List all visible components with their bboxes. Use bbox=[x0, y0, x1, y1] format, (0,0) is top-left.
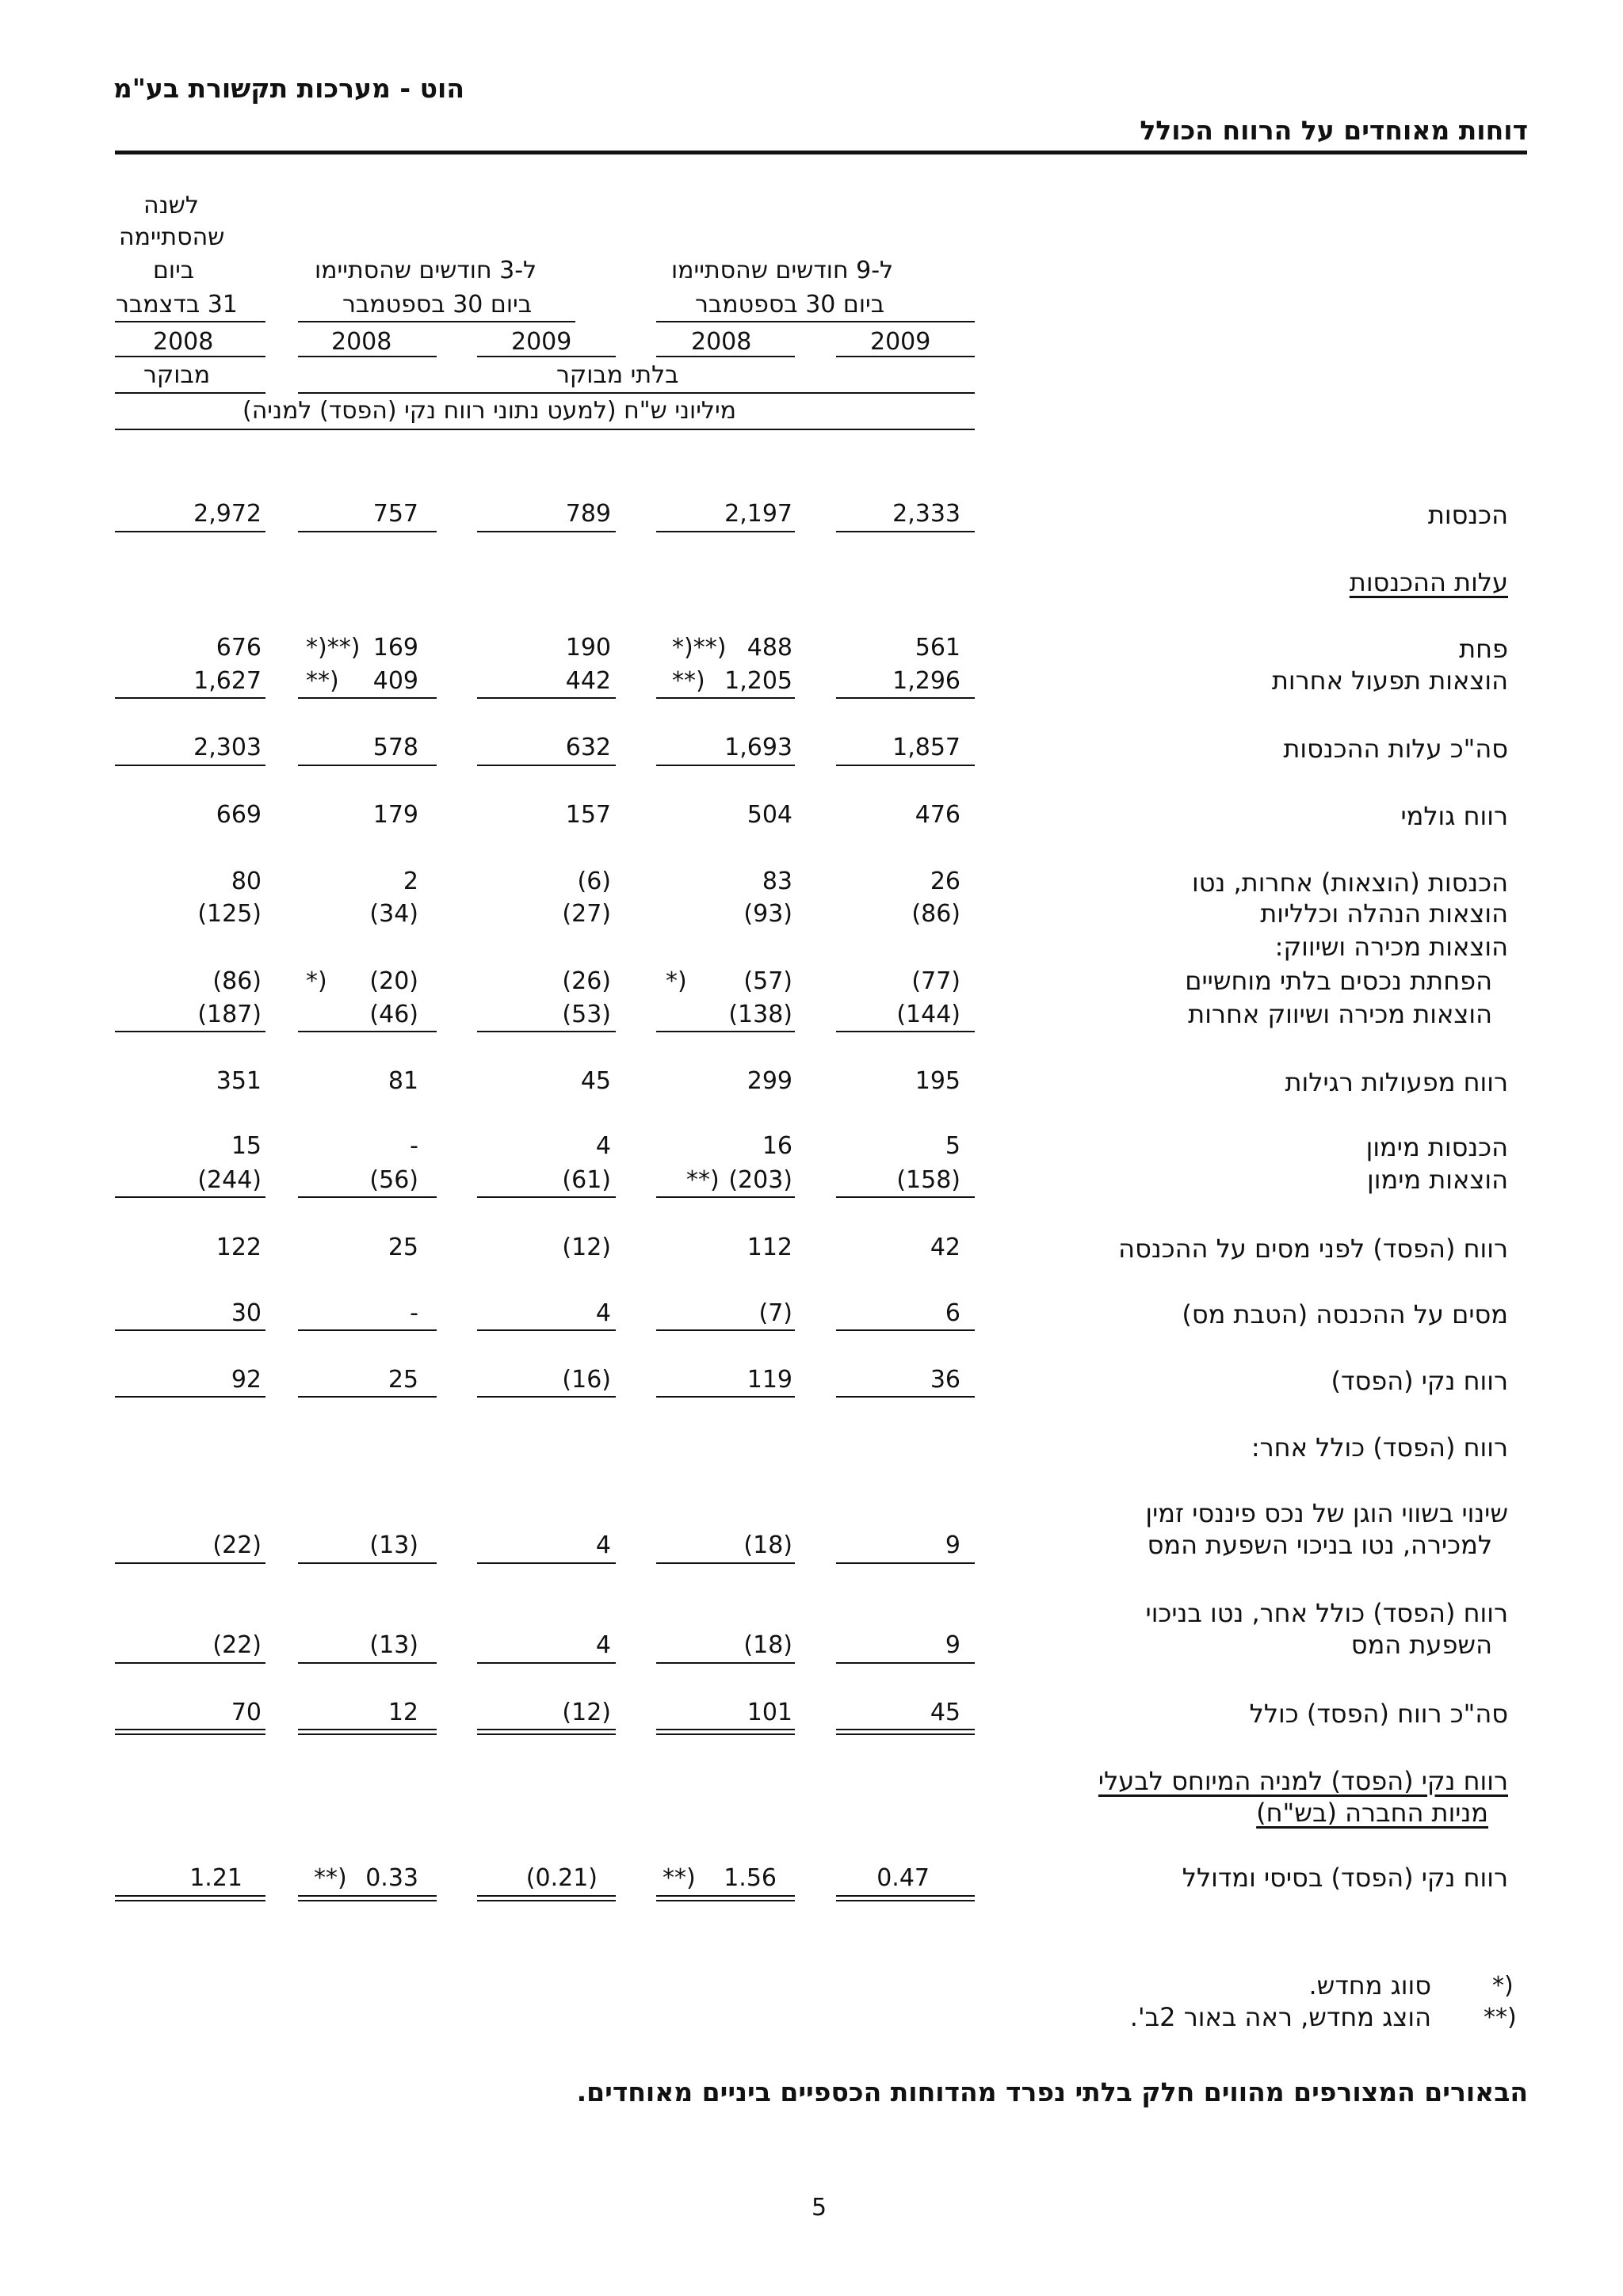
cell: (86) bbox=[911, 900, 960, 928]
row-label-fair-value-2: למכירה, נטו בניכוי השפעת המס bbox=[1147, 1530, 1492, 1560]
double-rule bbox=[656, 1895, 795, 1901]
cell: 632 bbox=[565, 734, 611, 761]
footnote-1-text: סווג מחדש. bbox=[1308, 1970, 1431, 2000]
cell: (46) bbox=[369, 1001, 418, 1028]
rule bbox=[115, 1396, 265, 1398]
cell: 157 bbox=[565, 801, 611, 829]
cell: 70 bbox=[231, 1699, 262, 1726]
cell: 578 bbox=[372, 734, 418, 761]
footnote-mark: **) bbox=[686, 1166, 720, 1194]
row-label-tax: מסים על ההכנסה (הטבת מס) bbox=[1182, 1299, 1508, 1329]
cell: - bbox=[410, 1132, 418, 1160]
double-rule bbox=[115, 1729, 265, 1735]
rule bbox=[836, 1562, 975, 1564]
cell: 42 bbox=[930, 1234, 960, 1261]
cell: 122 bbox=[216, 1234, 262, 1261]
nine-months-header-2: ביום 30 בספטמבר bbox=[695, 291, 885, 318]
footnote-2-text: הוצג מחדש, ראה באור 2ב'. bbox=[1129, 2002, 1431, 2032]
row-label-other-selling: הוצאות מכירה ושיווק אחרות bbox=[1188, 999, 1492, 1029]
cell: 25 bbox=[388, 1234, 418, 1261]
unaudited-label: בלתי מבוקר bbox=[556, 361, 679, 389]
footnote-mark: **) bbox=[663, 1864, 696, 1892]
cell: 16 bbox=[762, 1132, 792, 1160]
cell: 0.33 bbox=[365, 1864, 418, 1892]
rule bbox=[656, 697, 795, 699]
cell: 1.21 bbox=[189, 1864, 242, 1892]
year-label-9m-2008: 2008 bbox=[691, 328, 752, 356]
rule bbox=[656, 531, 795, 532]
cell: 45 bbox=[930, 1699, 960, 1726]
rule bbox=[115, 392, 265, 394]
row-label-finance-income: הכנסות מימון bbox=[1365, 1132, 1508, 1162]
footnote-2-mark: **) bbox=[1484, 2004, 1517, 2031]
cell: (22) bbox=[212, 1631, 262, 1659]
cell: 676 bbox=[216, 634, 262, 662]
footnote-mark: *) bbox=[306, 967, 327, 995]
row-label-operating-profit: רווח מפעולות רגילות bbox=[1285, 1067, 1508, 1097]
rule bbox=[836, 765, 975, 766]
row-label-pretax: רווח (הפסד) לפני מסים על ההכנסה bbox=[1118, 1234, 1508, 1264]
rule bbox=[836, 1396, 975, 1398]
cell: (158) bbox=[896, 1166, 960, 1194]
cell: 30 bbox=[231, 1299, 262, 1327]
rule bbox=[115, 1031, 265, 1032]
cell: (56) bbox=[369, 1166, 418, 1194]
cell: (86) bbox=[212, 967, 262, 995]
cell: 476 bbox=[915, 801, 960, 829]
cell: 190 bbox=[565, 634, 611, 662]
year-col-header-4: 31 בדצמבר bbox=[116, 291, 238, 318]
rule bbox=[656, 1662, 795, 1664]
rule bbox=[836, 1662, 975, 1664]
cell: 80 bbox=[231, 868, 262, 895]
cell: 1,693 bbox=[724, 734, 792, 761]
cell: 5 bbox=[945, 1132, 960, 1160]
footnote-mark: **) bbox=[314, 1864, 347, 1892]
rule bbox=[298, 392, 975, 394]
cell: (18) bbox=[743, 1631, 792, 1659]
rule bbox=[477, 1031, 616, 1032]
rule bbox=[477, 1196, 616, 1198]
cell: (27) bbox=[562, 900, 611, 928]
cell: (93) bbox=[743, 900, 792, 928]
rule bbox=[298, 531, 437, 532]
cell: 81 bbox=[388, 1067, 418, 1095]
footnote-mark: *)**) bbox=[306, 634, 361, 662]
cell: (125) bbox=[197, 900, 262, 928]
cell: 112 bbox=[747, 1234, 792, 1261]
cell: 442 bbox=[565, 667, 611, 695]
rule bbox=[477, 1396, 616, 1398]
rule bbox=[115, 1329, 265, 1331]
rule bbox=[298, 1562, 437, 1564]
company-name: הוט - מערכות תקשורת בע"מ bbox=[113, 73, 464, 104]
cell: 101 bbox=[747, 1699, 792, 1726]
rule bbox=[477, 1662, 616, 1664]
row-label-ga: הוצאות הנהלה וכלליות bbox=[1260, 898, 1508, 929]
row-label-finance-expenses: הוצאות מימון bbox=[1367, 1165, 1508, 1195]
cell: 669 bbox=[216, 801, 262, 829]
cell: 26 bbox=[930, 868, 960, 895]
rule bbox=[477, 765, 616, 766]
rule bbox=[656, 321, 975, 322]
cell: (22) bbox=[212, 1531, 262, 1559]
cell: (34) bbox=[369, 900, 418, 928]
cell: 36 bbox=[930, 1366, 960, 1394]
rule bbox=[115, 1562, 265, 1564]
cell: (6) bbox=[577, 868, 611, 895]
cell: 119 bbox=[747, 1366, 792, 1394]
rule bbox=[115, 356, 265, 357]
row-label-other-opex: הוצאות תפעול אחרות bbox=[1271, 666, 1508, 696]
rule bbox=[656, 1196, 795, 1198]
year-col-header-1: לשנה bbox=[143, 192, 199, 219]
cell: 83 bbox=[762, 868, 792, 895]
rule bbox=[656, 1031, 795, 1032]
cell: 92 bbox=[231, 1366, 262, 1394]
rule bbox=[836, 697, 975, 699]
cell: (26) bbox=[562, 967, 611, 995]
row-label-gross-profit: רווח גולמי bbox=[1400, 801, 1508, 831]
year-col-header-3: ביום bbox=[153, 257, 195, 284]
cell: 2,972 bbox=[193, 500, 262, 528]
rule bbox=[477, 697, 616, 699]
cell: 45 bbox=[580, 1067, 611, 1095]
cell: (138) bbox=[728, 1001, 792, 1028]
cell: 9 bbox=[945, 1631, 960, 1659]
rule bbox=[836, 1196, 975, 1198]
cell: (18) bbox=[743, 1531, 792, 1559]
double-rule bbox=[477, 1729, 616, 1735]
cell: 561 bbox=[915, 634, 960, 662]
rule bbox=[115, 1196, 265, 1198]
rule bbox=[298, 1031, 437, 1032]
cell: (0.21) bbox=[525, 1864, 598, 1892]
rule bbox=[115, 429, 975, 430]
cell: 169 bbox=[372, 634, 418, 662]
cell: 1,627 bbox=[193, 667, 262, 695]
rule bbox=[115, 531, 265, 532]
rule bbox=[298, 697, 437, 699]
footnote-1-mark: *) bbox=[1492, 1972, 1514, 2000]
rule bbox=[298, 1196, 437, 1198]
three-months-header-2: ביום 30 בספטמבר bbox=[342, 291, 533, 318]
cell: (20) bbox=[369, 967, 418, 995]
year-label-3m-2009: 2009 bbox=[511, 328, 572, 356]
row-label-intangibles: הפחתת נכסים בלתי מוחשיים bbox=[1185, 966, 1492, 996]
rule bbox=[298, 1329, 437, 1331]
cell: (12) bbox=[562, 1234, 611, 1261]
rule bbox=[836, 356, 975, 357]
double-rule bbox=[477, 1895, 616, 1901]
cell: 179 bbox=[372, 801, 418, 829]
cell: (77) bbox=[911, 967, 960, 995]
row-label-oci-net-2: השפעת המס bbox=[1350, 1630, 1492, 1660]
row-label-oci-header: רווח (הפסד) כולל אחר: bbox=[1251, 1432, 1508, 1463]
cell: 25 bbox=[388, 1366, 418, 1394]
footnote-mark: *) bbox=[666, 967, 687, 995]
cell: 1,205 bbox=[724, 667, 792, 695]
row-label-oci-net-1: רווח (הפסד) כולל אחר, נטו בניכוי bbox=[1145, 1598, 1508, 1628]
cell: 2,197 bbox=[724, 500, 792, 528]
row-label-depreciation: פחת bbox=[1459, 634, 1508, 664]
double-rule bbox=[298, 1729, 437, 1735]
cell: (13) bbox=[369, 1531, 418, 1559]
audited-label: מבוקר bbox=[143, 361, 211, 389]
row-label-total-cost: סה"כ עלות ההכנסות bbox=[1283, 734, 1508, 764]
cell: 6 bbox=[945, 1299, 960, 1327]
cell: (13) bbox=[369, 1631, 418, 1659]
cell: 409 bbox=[372, 667, 418, 695]
cell: 504 bbox=[747, 801, 792, 829]
cell: 2 bbox=[403, 868, 418, 895]
rule bbox=[298, 356, 437, 357]
cell: (61) bbox=[562, 1166, 611, 1194]
section-title-eps-1: רווח נקי (הפסד) למניה המיוחס לבעלי bbox=[1098, 1766, 1508, 1796]
rule bbox=[656, 1562, 795, 1564]
cell: (16) bbox=[562, 1366, 611, 1394]
cell: (12) bbox=[562, 1699, 611, 1726]
cell: - bbox=[410, 1299, 418, 1327]
row-label-selling-header: הוצאות מכירה ושיווק: bbox=[1274, 932, 1508, 962]
section-title-eps-2: מניות החברה (בש"ח) bbox=[1256, 1798, 1488, 1828]
year-col-header-2: שהסתיימה bbox=[119, 223, 225, 251]
cell: 0.47 bbox=[876, 1864, 930, 1892]
cell: (144) bbox=[896, 1001, 960, 1028]
cell: (53) bbox=[562, 1001, 611, 1028]
cell: (57) bbox=[743, 967, 792, 995]
section-title-cost: עלות ההכנסות bbox=[1349, 567, 1508, 597]
rule bbox=[298, 321, 575, 322]
year-label-9m-2009: 2009 bbox=[870, 328, 931, 356]
rule bbox=[836, 1329, 975, 1331]
rule bbox=[115, 697, 265, 699]
statement-title: דוחות מאוחדים על הרווח הכולל bbox=[1140, 115, 1528, 146]
rule bbox=[477, 356, 616, 357]
cell: 2,333 bbox=[892, 500, 960, 528]
rule bbox=[115, 321, 265, 322]
footnote-mark: *)**) bbox=[672, 634, 727, 662]
footnote-mark: **) bbox=[306, 667, 339, 695]
cell: 757 bbox=[372, 500, 418, 528]
cell: 195 bbox=[915, 1067, 960, 1095]
row-label-total-comprehensive: סה"כ רווח (הפסד) כולל bbox=[1249, 1699, 1508, 1729]
cell: 4 bbox=[595, 1631, 611, 1659]
row-label-revenues: הכנסות bbox=[1427, 500, 1508, 530]
three-months-header-1: ל-3 חודשים שהסתיימו bbox=[315, 257, 537, 284]
rule bbox=[298, 1662, 437, 1664]
cell: 1,296 bbox=[892, 667, 960, 695]
double-rule bbox=[298, 1895, 437, 1901]
notes-statement: הבאורים המצורפים מהווים חלק בלתי נפרד מהדוחות הכספיים ביניים מאוחדים. bbox=[576, 2077, 1528, 2107]
cell: (203) bbox=[728, 1166, 792, 1194]
row-label-other-income: הכנסות (הוצאות) אחרות, נטו bbox=[1192, 868, 1508, 898]
units-label: מיליוני ש"ח (למעט נתוני רווח נקי (הפסד) למניה) bbox=[242, 397, 737, 425]
double-rule bbox=[115, 1895, 265, 1901]
cell: 4 bbox=[595, 1132, 611, 1160]
rule bbox=[656, 765, 795, 766]
cell: 4 bbox=[595, 1299, 611, 1327]
double-rule bbox=[836, 1729, 975, 1735]
cell: (187) bbox=[197, 1001, 262, 1028]
cell: 9 bbox=[945, 1531, 960, 1559]
rule bbox=[298, 765, 437, 766]
rule bbox=[836, 1031, 975, 1032]
row-label-eps: רווח נקי (הפסד) בסיסי ומדולל bbox=[1182, 1863, 1508, 1893]
rule bbox=[656, 1329, 795, 1331]
header-rule bbox=[115, 151, 1527, 154]
row-label-fair-value-1: שינוי בשווי הוגן של נכס פיננסי זמין bbox=[1145, 1498, 1508, 1528]
cell: (244) bbox=[197, 1166, 262, 1194]
row-label-net-profit: רווח נקי (הפסד) bbox=[1331, 1366, 1508, 1396]
nine-months-header-1: ל-9 חודשים שהסתיימו bbox=[671, 257, 894, 284]
cell: 1.56 bbox=[724, 1864, 777, 1892]
rule bbox=[477, 531, 616, 532]
rule bbox=[298, 1396, 437, 1398]
rule bbox=[115, 765, 265, 766]
year-label-annual: 2008 bbox=[153, 328, 214, 356]
cell: (7) bbox=[758, 1299, 792, 1327]
double-rule bbox=[836, 1895, 975, 1901]
rule bbox=[656, 356, 795, 357]
cell: 2,303 bbox=[193, 734, 262, 761]
cell: 299 bbox=[747, 1067, 792, 1095]
cell: 12 bbox=[388, 1699, 418, 1726]
rule bbox=[656, 1396, 795, 1398]
year-label-3m-2008: 2008 bbox=[331, 328, 392, 356]
cell: 15 bbox=[231, 1132, 262, 1160]
cell: 4 bbox=[595, 1531, 611, 1559]
cell: 1,857 bbox=[892, 734, 960, 761]
rule bbox=[115, 1662, 265, 1664]
cell: 488 bbox=[747, 634, 792, 662]
double-rule bbox=[656, 1729, 795, 1735]
cell: 351 bbox=[216, 1067, 262, 1095]
cell: 789 bbox=[565, 500, 611, 528]
rule bbox=[836, 531, 975, 532]
rule bbox=[477, 1562, 616, 1564]
page-number: 5 bbox=[812, 2194, 827, 2222]
rule bbox=[477, 1329, 616, 1331]
footnote-mark: **) bbox=[672, 667, 705, 695]
